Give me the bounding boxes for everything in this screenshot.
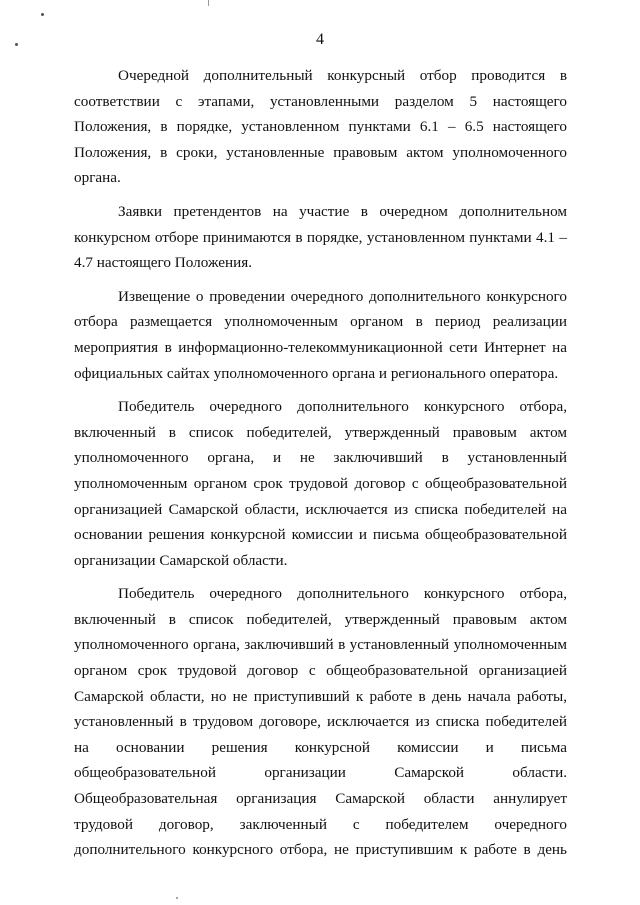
- page-number: 4: [316, 31, 324, 48]
- paragraph-winner-no-contract: Победитель очередного дополнительного конкурсного отбора, включенный в список победителей, утвержденный правовым актом уполномоченного органа, и не заключивший в установленный уполномоченным органом срок трудовой договор с общеобразовательной организацией Самарской области, исключается из списка победителей на основании решения конкурсной комиссии и письма общеобразовательной организации Самарской области.: [74, 398, 567, 569]
- document-body: [74, 63, 567, 863]
- scan-speck: [41, 13, 44, 16]
- scan-speck: [176, 897, 178, 899]
- scan-speck: [208, 0, 209, 6]
- paragraph-additional-selection-stages: Очередной дополнительный конкурсный отбор проводится в соответствии с этапами, установленными разделом 5 настоящего Положения, в порядке, установленном пунктами 6.1 – 6.5 настоящего Положения, в сроки, установленные правовым актом уполномоченного органа.: [74, 67, 567, 187]
- paragraph-winner-not-started-work: Победитель очередного дополнительного конкурсного отбора, включенный в список победителей, утвержденный правовым актом уполномоченного органа, заключивший в установленный уполномоченным органом срок трудовой договор с общеобразовательной организацией Самарской области, но не приступивший к работе в день начала работы, установленный в трудовом договоре, исключается из списка победителей на основании решения конкурсной комиссии и письма общеобразовательной организации Самарской области. Общеобразовательная организация Самарской области аннулирует трудовой договор, заключенный с победителем очередного дополнительного конкурсного отбора, не приступившим к работе в день: [74, 585, 567, 859]
- paragraph-applications-acceptance: Заявки претендентов на участие в очередном дополнительном конкурсном отборе принимаются в порядке, установленном пунктами 4.1 – 4.7 настоящего Положения.: [74, 202, 567, 272]
- paragraph-selection-notice: Извещение о проведении очередного дополнительного конкурсного отбора размещается уполномоченным органом в период реализации мероприятия в информационно-телекоммуникационной сети Интернет на официальных сайтах уполномоченного органа и регионального оператора.: [74, 287, 567, 382]
